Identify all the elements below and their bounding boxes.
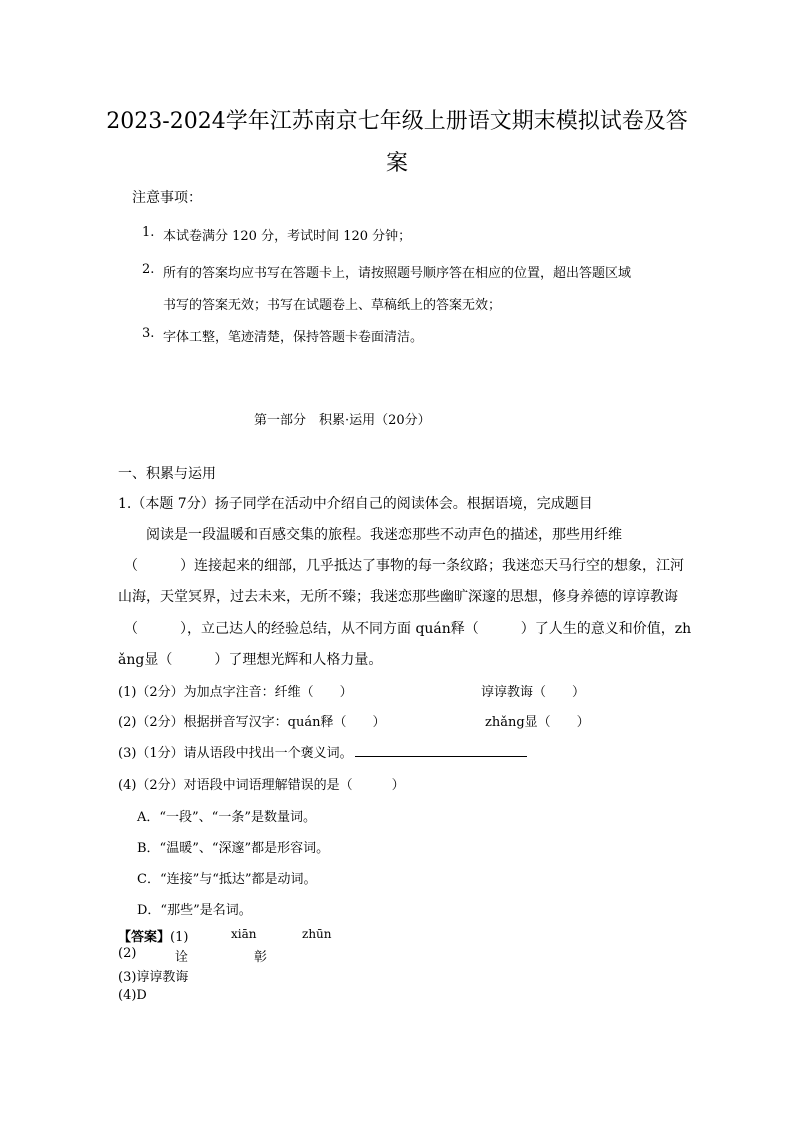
passage-line-4: （ ），立己达人的经验总结，从不同方面 quán释（ ）了人生的意义和价值，zh bbox=[124, 621, 692, 637]
sub-question-2-second: zhǎng显（ ） bbox=[485, 715, 590, 730]
answer-line-2-number: (2) bbox=[118, 946, 137, 961]
section-title: 一、积累与运用 bbox=[118, 466, 216, 482]
sub-question-3 bbox=[118, 742, 527, 761]
option-b: B．“温暖”、“深邃”都是形容词。 bbox=[137, 841, 330, 856]
option-d: D．“那些”是名词。 bbox=[137, 903, 252, 918]
option-c: C．“连接”与“抵达”都是动词。 bbox=[137, 872, 317, 887]
document-title-line-2: 案 bbox=[385, 151, 408, 176]
answer-1-pinyin-b: zhūn bbox=[302, 927, 332, 941]
sub-question-1-second: 谆谆教诲（ ） bbox=[481, 685, 586, 700]
sub-question-1: (1)（2分）为加点字注音：纤维（ ） bbox=[118, 685, 353, 700]
passage-line-2: （ ）连接起来的细部，几乎抵达了事物的每一条纹路；我迷恋天马行空的想象，江河 bbox=[124, 558, 684, 574]
answer-line-4: (4)D bbox=[118, 988, 147, 1003]
answer-line-3: (3)谆谆教诲 bbox=[118, 970, 189, 985]
answer-label: 【答案】 bbox=[118, 930, 171, 945]
notice-item-3-text: 字体工整，笔迹清楚，保持答题卡卷面清洁。 bbox=[163, 330, 424, 345]
notice-item-2-text-continued: 书写的答案无效；书写在试题卷上、草稿纸上的答案无效； bbox=[163, 298, 502, 313]
passage-line-1: 阅读是一段温暖和百感交集的旅程。我迷恋那些不动声色的描述，那些用纤维 bbox=[146, 527, 622, 543]
sub-question-3-text: (3)（1分）请从语段中找出一个褒义词。 bbox=[118, 746, 353, 761]
answer-blank-line bbox=[355, 742, 527, 757]
passage-line-5: ǎng显（ ）了理想光辉和人格力量。 bbox=[118, 652, 383, 668]
answer-2-char-a: 诠 bbox=[175, 950, 189, 965]
notice-item-3-number: 3. bbox=[142, 326, 155, 341]
part-title: 第一部分 积累·运用（20分） bbox=[254, 413, 431, 428]
notice-item-1-number: 1. bbox=[142, 225, 155, 240]
passage-line-3: 山海，天堂冥界，过去未来，无所不臻；我迷恋那些幽旷深邃的思想，修身养德的谆谆教诲 bbox=[118, 589, 678, 605]
answer-1-pinyin-a: xiān bbox=[231, 927, 257, 941]
answer-line-1-number: (1) bbox=[170, 930, 189, 945]
notice-item-2-number: 2. bbox=[142, 262, 155, 277]
question-1-stem: 1.（本题 7分）扬子同学在活动中介绍自己的阅读体会。根据语境，完成题目 bbox=[118, 496, 593, 512]
sub-question-4: (4)（2分）对语段中词语理解错误的是（ ） bbox=[118, 778, 405, 793]
notice-item-2-text: 所有的答案均应书写在答题卡上，请按照题号顺序答在相应的位置，超出答题区域 bbox=[163, 266, 632, 281]
document-title-line-1: 2023-2024学年江苏南京七年级上册语文期末模拟试卷及答 bbox=[106, 109, 688, 134]
notice-item-1-text: 本试卷满分 120 分，考试时间 120 分钟； bbox=[163, 229, 412, 244]
answer-line-1 bbox=[118, 926, 188, 945]
notice-heading: 注意事项： bbox=[132, 190, 202, 206]
option-a: A．“一段”、“一条”是数量词。 bbox=[137, 810, 316, 825]
sub-question-2: (2)（2分）根据拼音写汉字：quán释（ ） bbox=[118, 715, 386, 730]
answer-2-char-b: 彰 bbox=[254, 950, 268, 965]
